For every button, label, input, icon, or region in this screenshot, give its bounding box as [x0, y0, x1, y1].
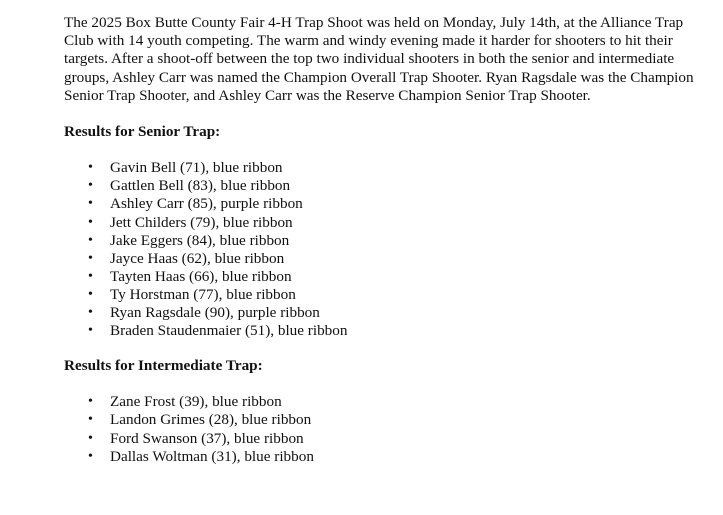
- list-item: [64, 250, 704, 268]
- bullet-icon: •: [88, 323, 93, 339]
- list-item: [64, 268, 704, 286]
- result-text: Dallas Woltman (31), blue ribbon: [110, 447, 314, 465]
- document: [64, 14, 704, 466]
- list-item: [64, 214, 704, 232]
- bullet-icon: •: [88, 196, 93, 212]
- bullet-icon: •: [88, 412, 93, 428]
- result-text: Gavin Bell (71), blue ribbon: [110, 159, 283, 177]
- list-item: [64, 430, 704, 448]
- bullet-icon: •: [88, 430, 93, 446]
- intermediate-results-list: [64, 393, 704, 465]
- senior-results-heading: Results for Senior Trap:: [64, 123, 221, 141]
- bullet-icon: •: [88, 268, 93, 284]
- list-item: [64, 195, 704, 213]
- bullet-icon: •: [88, 304, 93, 320]
- list-item: [64, 393, 704, 411]
- bullet-icon: •: [88, 286, 93, 302]
- list-item: [64, 232, 704, 250]
- result-text: Ryan Ragsdale (90), purple ribbon: [110, 303, 320, 321]
- bullet-icon: •: [88, 178, 93, 194]
- result-text: Braden Staudenmaier (51), blue ribbon: [110, 322, 348, 340]
- list-item: [64, 411, 704, 429]
- intermediate-results-heading: Results for Intermediate Trap:: [64, 357, 263, 375]
- bullet-icon: •: [88, 160, 93, 176]
- result-text: Tayten Haas (66), blue ribbon: [110, 267, 292, 285]
- list-item: [64, 286, 704, 304]
- bullet-icon: •: [88, 394, 93, 410]
- result-text: Ford Swanson (37), blue ribbon: [110, 429, 304, 447]
- list-item: [64, 177, 704, 195]
- senior-results-list: [64, 159, 704, 340]
- result-text: Zane Frost (39), blue ribbon: [110, 393, 282, 411]
- list-item: [64, 159, 704, 177]
- result-text: Jayce Haas (62), blue ribbon: [110, 249, 285, 267]
- bullet-icon: •: [88, 448, 93, 464]
- intro-paragraph: The 2025 Box Butte County Fair 4-H Trap Shoot was held on Monday, July 14th, at the Alliance Trap Club with 14 youth competing. The warm and windy evening made it harder for shooters to hit their targets. After a shoot-off between the top two individual shooters in both the senior and intermediate groups, Ashley Carr was named the Champion Overall Trap Shooter. Ryan Ragsdale was the Champion Senior Trap Shooter, and Ashley Carr was the Reserve Champion Senior Trap Shooter.: [64, 14, 694, 104]
- list-item: [64, 322, 704, 340]
- list-item: [64, 304, 704, 322]
- result-text: Landon Grimes (28), blue ribbon: [110, 411, 312, 429]
- result-text: Ty Horstman (77), blue ribbon: [110, 285, 296, 303]
- bullet-icon: •: [88, 250, 93, 266]
- result-text: Gattlen Bell (83), blue ribbon: [110, 177, 291, 195]
- result-text: Jake Eggers (84), blue ribbon: [110, 231, 290, 249]
- bullet-icon: •: [88, 232, 93, 248]
- result-text: Ashley Carr (85), purple ribbon: [110, 195, 303, 213]
- bullet-icon: •: [88, 214, 93, 230]
- list-item: [64, 448, 704, 466]
- result-text: Jett Childers (79), blue ribbon: [110, 213, 293, 231]
